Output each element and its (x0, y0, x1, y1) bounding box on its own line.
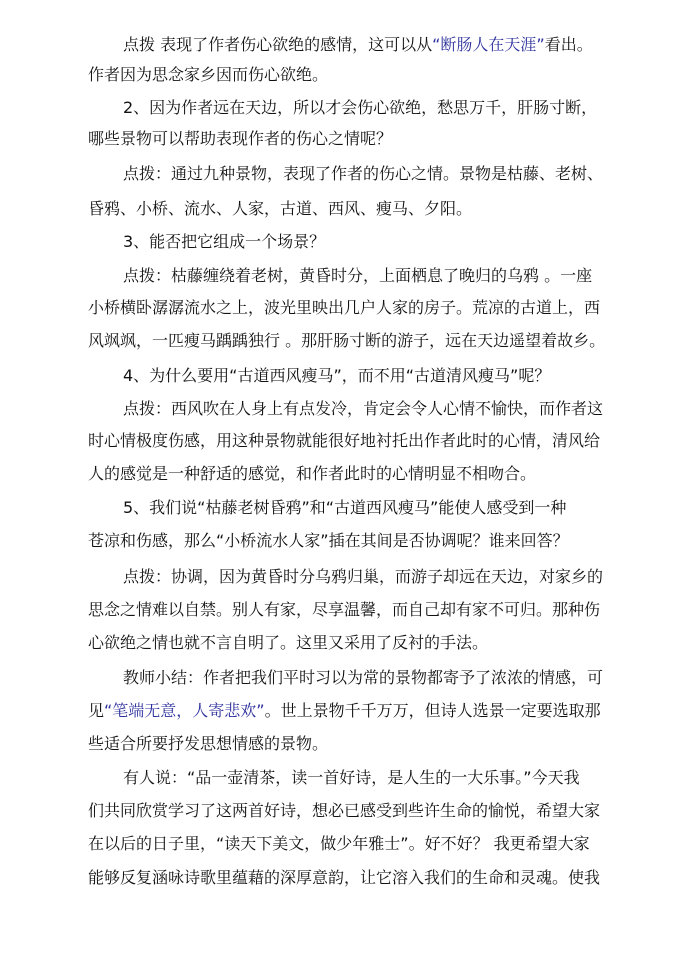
text-line (0, 866, 688, 890)
text-line (0, 598, 688, 622)
line-text: 心欲绝之情也就不言自明了。这里又采用了反衬的手法。 (88, 633, 489, 652)
line-text: 思念之情难以自禁。别人有家，尽享温馨，而自己却有家不可归。那种伤 (88, 600, 601, 619)
line-text: 教师小结：作者把我们平时习以为常的景物都寄予了浓浓的情感，可 (123, 668, 604, 687)
text-line (0, 296, 688, 320)
text-line (0, 699, 688, 723)
text-line (0, 565, 688, 589)
text-line (0, 127, 688, 151)
text-line (0, 63, 688, 87)
text-line (0, 732, 688, 756)
line-text: 点拨：协调，因为黄昏时分乌鸦归巢，而游子却远在天边，对家乡的 (123, 567, 604, 586)
line-text: 些适合所要抒发思想情感的景物。 (88, 734, 329, 753)
line-text: 在以后的日子里，“读天下美文，做少年雅士”。好不好？ 我更希望大家 (88, 834, 590, 853)
line-text: 昏鸦、小桥、流水、人家，古道、西风、瘦马、夕阳。 (88, 199, 473, 218)
text-line (0, 33, 688, 57)
line-text: 5、我们说“枯藤老树昏鸦”和“古道西风瘦马”能使人感受到一种 (123, 498, 567, 517)
text-line (0, 429, 688, 453)
line-text: 能够反复涵咏诗歌里蕴藉的深厚意韵，让它溶入我们的生命和灵魂。使我 (88, 868, 601, 887)
line-text: 2、因为作者远在天边，所以才会伤心欲绝，愁思万千，肝肠寸断， (123, 98, 598, 117)
line-text: 点拨：通过九种景物，表现了作者的伤心之情。景物是枯藤、老树、 (123, 164, 604, 183)
text-line (0, 666, 688, 690)
text-line (0, 162, 688, 186)
text-line (0, 230, 688, 254)
line-text: 作者因为思念家乡因而伤心欲绝。 (88, 65, 329, 84)
line-text: 3、能否把它组成一个场景？ (123, 232, 326, 251)
line-text: 小桥横卧潺潺流水之上，波光里映出几户人家的房子。荒凉的古道上，西 (88, 298, 601, 317)
line-text: 哪些景物可以帮助表现作者的伤心之情呢？ (88, 129, 393, 148)
text-line (0, 529, 688, 553)
line-text: 苍凉和伤感，那么“小桥流水人家”插在其间是否协调呢？谁来回答？ (88, 531, 569, 550)
text-line (0, 462, 688, 486)
text-line (0, 397, 688, 421)
line-text: 人的感觉是一种舒适的感觉，和作者此时的心情明显不相吻合。 (88, 464, 537, 483)
text-line (0, 766, 688, 790)
text-line (0, 197, 688, 221)
line-text: 有人说：“品一壶清茶，读一首好诗，是人生的一大乐事。”今天我 (123, 768, 580, 787)
line-text: 风飒飒，一匹瘦马踽踽独行 。那肝肠寸断的游子，远在天边遥望着故乡。 (88, 331, 606, 350)
text-line (0, 96, 688, 120)
text-line (0, 832, 688, 856)
text-line (0, 264, 688, 288)
line-text: 们共同欣赏学习了这两首好诗，想必已感受到些许生命的愉悦，希望大家 (88, 801, 601, 820)
text-line (0, 799, 688, 823)
line-text: 点拨 表现了作者伤心欲绝的感情，这可以从 (123, 35, 433, 54)
text-line (0, 329, 688, 353)
line-text: 。世上景物千千万万，但诗人选景一定要选取那 (264, 701, 601, 720)
highlighted-quote: “笔端无意，人寄悲欢” (104, 701, 265, 720)
line-text: 看出。 (544, 35, 593, 54)
line-text: 点拨：西风吹在人身上有点发冷，肯定会令人心情不愉快，而作者这 (123, 399, 604, 418)
line-text: 点拨：枯藤缠绕着老树，黄昏时分，上面栖息了晚归的乌鸦 。一座 (123, 266, 593, 285)
line-text: 见 (88, 701, 105, 720)
line-text: 4、为什么要用“古道西风瘦马”，而不用“古道清风瘦马”呢？ (123, 366, 551, 385)
highlighted-quote: “断肠人在天涯” (432, 35, 545, 54)
text-line (0, 496, 688, 520)
text-line (0, 631, 688, 655)
line-text: 时心情极度伤感，用这种景物就能很好地衬托出作者此时的心情，清风给 (88, 431, 601, 450)
text-line (0, 364, 688, 388)
